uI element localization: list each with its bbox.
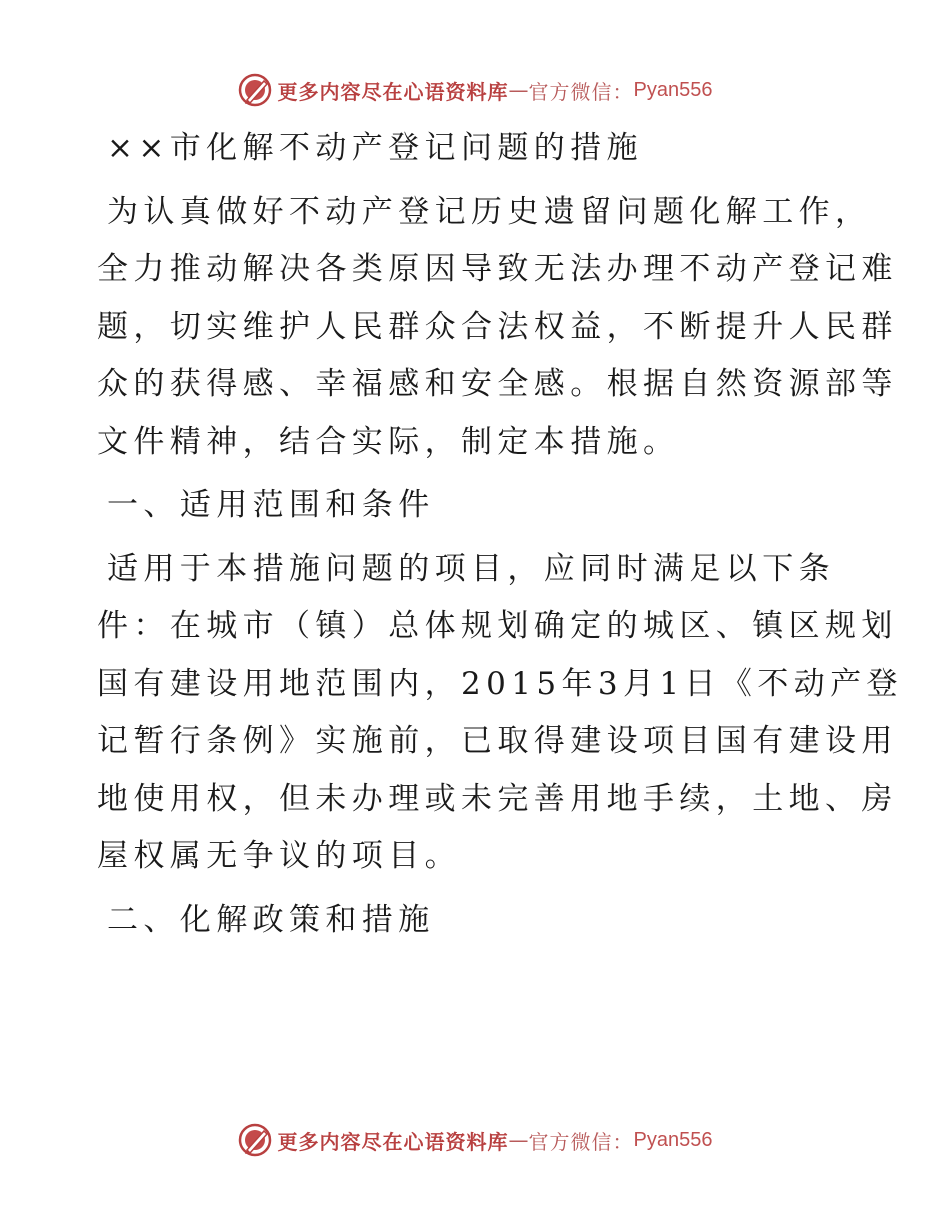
section1-line: 适用于本措施问题的项目，应同时满足以下条 bbox=[107, 550, 835, 587]
banner-dash: — bbox=[508, 78, 529, 102]
section1-line: 国有建设用地范围内，2015年3月1日《不动产登 bbox=[97, 665, 903, 702]
section-heading: 一、适用范围和条件 bbox=[107, 487, 435, 523]
section1-line: 屋权属无争议的项目。 bbox=[97, 838, 461, 874]
footer-watermark-banner bbox=[0, 1120, 950, 1160]
pen-circle-logo-icon bbox=[238, 1123, 272, 1157]
banner-main-text: 更多内容尽在心语资料库 bbox=[277, 79, 509, 104]
banner-wechat-id: Pyan556 bbox=[633, 1128, 713, 1151]
banner-sub-text: 官方微信： bbox=[528, 1129, 634, 1154]
banner-sub-text: 官方微信： bbox=[528, 79, 634, 104]
document-title: ××市化解不动产登记问题的措施 bbox=[107, 130, 643, 166]
header-watermark-banner bbox=[0, 70, 950, 110]
section-heading: 二、化解政策和措施 bbox=[107, 901, 435, 938]
document-body bbox=[97, 120, 903, 949]
section1-line: 地使用权，但未办理或未完善用地手续，土地、房 bbox=[97, 780, 898, 817]
pen-circle-logo-icon bbox=[238, 73, 272, 107]
section1-line: 记暂行条例》实施前，已取得建设项目国有建设用 bbox=[97, 723, 898, 759]
intro-line: 文件精神，结合实际，制定本措施。 bbox=[97, 423, 680, 460]
section1-line: 件：在城市（镇）总体规划确定的城区、镇区规划 bbox=[97, 608, 898, 644]
banner-main-text: 更多内容尽在心语资料库 bbox=[277, 1129, 509, 1154]
banner-dash: — bbox=[508, 1128, 529, 1152]
intro-line: 众的获得感、幸福感和安全感。根据自然资源部等 bbox=[97, 366, 898, 402]
banner-wechat-id: Pyan556 bbox=[633, 78, 713, 101]
intro-line: 为认真做好不动产登记历史遗留问题化解工作， bbox=[107, 193, 872, 230]
intro-line: 题，切实维护人民群众合法权益，不断提升人民群 bbox=[97, 308, 898, 345]
intro-line: 全力推动解决各类原因导致无法办理不动产登记难 bbox=[97, 251, 898, 287]
